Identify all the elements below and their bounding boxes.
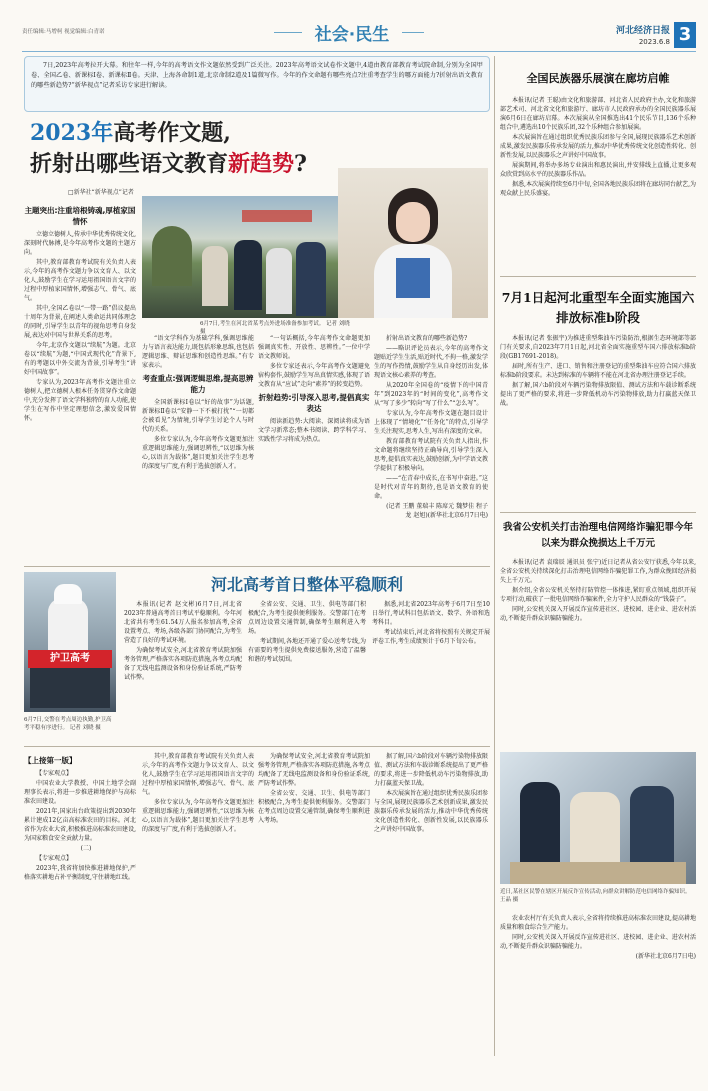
paragraph: 届时,所有生产、进口、销售和注册登记的重型柴油车应符合国六排放标准b阶段要求。未达到标准的车辆将不能在河北省办理注册登记手续。 bbox=[500, 363, 696, 379]
lead-col-4 bbox=[374, 334, 488, 560]
paragraph: 据了解,国六b阶段对车辆污染物排放限值、测试方法和车载诊断系统提出了更严格的要求,将进一步降低机动车污染物排放,助力打赢蓝天保卫战。 bbox=[500, 382, 696, 407]
paragraph: ——“在青春中成长,在书写中奋进。”这是时代对青年的期待,也是语文教育的使命。 bbox=[374, 475, 488, 500]
right-article-1-title: 全国民族器乐展演在廊坊启帷 bbox=[526, 72, 670, 85]
bottom-right-col bbox=[500, 914, 696, 1054]
paragraph: 折射出语文教育的哪些新趋势? bbox=[386, 335, 468, 342]
lead-photo-caption: 6月7日,考生在河北省某考点外进场准备参加考试。 记者 刘晓 摄 bbox=[200, 321, 350, 335]
paragraph: ——略识评论员表示,今年的高考作文题贴近学生生活,贴近时代,不拘一格,激发学生的写作热情,鼓励学生从自身经历出发,体现语文核心素养的考查。 bbox=[374, 345, 488, 379]
bottom-col-2 bbox=[248, 600, 366, 742]
issue-date: 2023.6.8 bbox=[638, 38, 670, 46]
bottom-photo-caption: 6月7日,交警在考点周边执勤,护卫高考平稳有序进行。 记者 刘晓 摄 bbox=[24, 717, 112, 731]
paragraph: 展演期间,将举办多场专业演出和惠民演出,并安排线上直播,让更多观众欣赏到高水平的民族器乐作品。 bbox=[500, 162, 696, 178]
paragraph: 今年,北京作文题以“续航”为题。北京卷以“续航”为题,“中国式现代化”背景下,有的考题以中外交流为背景,引导考生“讲好中国故事”。 bbox=[24, 342, 136, 376]
right-article-1-body bbox=[500, 96, 696, 272]
paragraph: 全国新课标Ⅰ卷以“好的故事”为话题,新课标Ⅱ卷以“安静一下不被打扰”“一切都会被看见”为情境,引导学生讨论个人与时代的关系。 bbox=[142, 399, 254, 433]
paragraph: 本报讯(记者 张振宇)为推进重型柴油车污染防治,根据生态环境部等部门有关要求,自2023年7月1日起,河北省全面实施重型车国六排放标准b阶段(GB17691-2018)。 bbox=[500, 335, 696, 360]
bottom-col-1 bbox=[124, 600, 242, 742]
bottom-photo-traffic-police bbox=[24, 572, 116, 712]
paragraph: 本报讯(记者 赵文彬)6月7日,河北省2023年普通高考首日考试平稳顺利。今年河北省共有考生61.54万人报名参加高考,全省设置考点、考场,各级各部门协同配合,为考生营造了良好的考试环境。 bbox=[124, 601, 242, 644]
page-number-badge: 3 bbox=[674, 22, 696, 48]
paragraph: 据介绍,全省公安机关坚持打防管控一体推进,紧盯重点领域,组织开展专项行动,破获了一批电信网络诈骗案件,全力守护人民群众的“钱袋子”。 bbox=[500, 587, 696, 603]
right-article-3-body bbox=[500, 558, 696, 748]
section-banner bbox=[274, 22, 424, 48]
right-article-2-title: 7月1日起河北重型车全面实施国六排放标准b阶段 bbox=[501, 290, 695, 325]
paragraph: 其中,教育部教育考试院有关负责人表示,今年的高考作文题力争以文育人、以文化人,鼓励学生在学习运用祖国语言文字的过程中厚植家国情怀,增强志气、骨气、底气。 bbox=[24, 259, 136, 302]
header-credits: 责任编辑:马增柯 视觉编辑:白青诺 bbox=[22, 29, 105, 35]
bottom-filler-col-2 bbox=[142, 752, 254, 1052]
paragraph: (新华社北京6月7日电) bbox=[635, 953, 696, 960]
right-photo-caption: 近日,某社区民警在辖区开展反诈宣传活动,向群众讲解防范电信网络诈骗知识。 王晶 摄 bbox=[500, 889, 691, 903]
bottom-filler-col-4 bbox=[374, 752, 488, 1052]
lead-col-3 bbox=[258, 334, 370, 560]
continued-label: 【上接第一版】 bbox=[24, 756, 77, 765]
paragraph: 【专家观点】 bbox=[36, 855, 73, 862]
paragraph: 据悉,河北省2023年高考于6月7日至10日举行,考试科目包括语文、数学、外语和选考科目。 bbox=[372, 601, 490, 626]
paragraph: 全省公安、交通、卫生、供电等部门积极配合,为考生提供便利服务。交警部门在考点周边设置交通管制,确保考生顺利进入考场。 bbox=[248, 601, 366, 635]
paragraph: 其中,教育部教育考试院有关负责人表示,今年的高考作文题力争以文育人、以文化人,鼓励学生在学习运用祖国语言文字的过程中厚植家国情怀,增强志气、骨气、底气。 bbox=[142, 753, 254, 796]
lead-intro: 7日,2023年高考拉开大幕。和往年一样,今年的高考语文作文题依然受到广泛关注。2023年高考语文试卷作文题中,4道由教育部教育考试院命制,分别为全国甲卷、全国乙卷、新课标Ⅰ卷、新课标Ⅱ卷。天津、上海各命制1道,北京命制2道及1篇微写作。今年的作文命题有哪些亮点?注重考查学生的哪方面能力?折射出语文教育的哪些新趋势?“新华视点”记者采访专家进行解读。 bbox=[31, 62, 483, 89]
paragraph: 【专家观点】 bbox=[36, 770, 73, 777]
bottom-left-continued bbox=[24, 752, 136, 1052]
paragraph: (二) bbox=[80, 845, 92, 852]
headline-qmark: ? bbox=[294, 151, 307, 177]
paragraph: (记者 王鹏 董瑞丰 陈席元 魏梦佳 程子龙 赵旭)(新华社北京6月7日电) bbox=[386, 503, 488, 519]
paragraph: 2021年,国家出台政策提出到2030年累计建成12亿亩高标准农田的目标。河北省作为农业大省,积极推进高标准农田建设,为国家粮食安全贡献力量。 bbox=[24, 808, 136, 842]
headline-line2: 折射出哪些语文教育 bbox=[30, 151, 229, 177]
paragraph: 考试期间,各地还开通了爱心送考专线,为有需要的考生提供免费接送服务,营造了温馨和谐的考试氛围。 bbox=[248, 638, 366, 663]
paragraph: 本次展演旨在通过组织优秀民族乐团参与全国,展现民族器乐艺术创新成果,激发民族器乐传承发展的活力,推动中华优秀传统文化创造性转化、创新性发展,以民族器乐之声讲好中国故事。 bbox=[500, 134, 696, 159]
paragraph: 为确保考试安全,河北省教育考试院加强考务管理,严格落实各项防范措施,各考点均配备了无线电监测设备和身份验证系统,严防考试作弊。 bbox=[124, 647, 242, 681]
lead-photo-student-portrait bbox=[338, 168, 488, 318]
bottom-col-3 bbox=[372, 600, 490, 742]
headline-highlight: 新趋势 bbox=[228, 151, 295, 177]
headline-year: 2023年 bbox=[30, 120, 114, 146]
paragraph: 同时,公安机关深入开展反诈宣传进社区、进校园、进企业、进农村活动,不断提升群众识骗防骗能力。 bbox=[500, 606, 696, 622]
paragraph: 其中,全国乙卷以“一带一路”倡议提出十周年为背景,在阐述人类命运共同体理念的同时,引导学生以青年的视角思考自身发展,表达对中国与世界关系的思考。 bbox=[24, 305, 136, 339]
lead-subhead-1: 主题突出:注重培根铸魂,厚植家国情怀 bbox=[24, 206, 136, 226]
paragraph: 多位专家认为,今年高考作文题更加注重逻辑思维能力,强调思辨性,“以思维为核心,以语言为载体”,题目更加关注学生思考的深度与广度,有利于选拔创新人才。 bbox=[142, 436, 254, 470]
photo-banner-label: 护卫高考 bbox=[28, 650, 112, 668]
paragraph: 农业农村厅有关负责人表示,全省将持续推进高标准农田建设,提高耕地质量和粮食综合生产能力。 bbox=[500, 915, 696, 931]
lead-intro-box bbox=[24, 56, 490, 112]
paragraph: 专家认为,今年高考作文题在题目设计上体现了“情境化”“任务化”的特点,引导学生关注现实,思考人生,写出有深度的文章。 bbox=[374, 410, 488, 435]
paragraph: 立德立德树人,传承中华优秀传统文化,深刻时代脉搏,是今年高考作文题的主题方向。 bbox=[24, 231, 136, 256]
paragraph: 全省公安、交通、卫生、供电等部门积极配合,为考生提供便利服务。交警部门在考点周边设置交通管制,确保考生顺利进入考场。 bbox=[258, 790, 370, 824]
lead-col-1 bbox=[24, 202, 136, 560]
right-article-3-title: 我省公安机关打击治理电信网络诈骗犯罪今年以来为群众挽损达上千万元 bbox=[502, 522, 693, 549]
paragraph: 据了解,国六b阶段对车辆污染物排放限值、测试方法和车载诊断系统提出了更严格的要求,将进一步降低机动车污染物排放,助力打赢蓝天保卫战。 bbox=[374, 753, 489, 787]
paragraph: 多位专家还表示,今年高考作文题避免宿构套作,鼓励学生写出真情实感,体现了语文教育从“应试”走向“素养”的转变趋势。 bbox=[258, 363, 370, 388]
paragraph: 从2020年全国卷的“疫情下的中国青年”到2023年的“时间的变化”,高考作文从“写了多少”转向“写了什么”“怎么写”。 bbox=[374, 382, 488, 407]
paper-name: 河北经济日报 bbox=[615, 26, 670, 36]
paragraph: 教育部教育考试院有关负责人指出,作文命题将继续坚持正确导向,引导学生深入思考,提倡真实表达,鼓励创新,为中学语文教学提供了积极导向。 bbox=[374, 438, 488, 472]
paragraph: 专家认为,2023年高考作文题注重立德树人,把立德树人根本任务贯穿作文命题中,充分发挥了语文学科独特的育人功能,使学生在写作中坚定理想信念,激发爱国情怀。 bbox=[24, 379, 136, 422]
paragraph: 多位专家认为,今年高考作文题更加注重逻辑思维能力,强调思辨性,“以思维为核心,以语言为载体”,题目更加关注学生思考的深度与广度,有利于选拔创新人才。 bbox=[142, 799, 254, 833]
lead-subhead-3: 折射趋势:引导深入思考,提倡真实表达 bbox=[258, 393, 370, 413]
paragraph: “一句话概括,今年高考作文命题更加强调真实性、开放性、思辨性。”一位中学语文教师说。 bbox=[258, 335, 370, 360]
lead-photo-students bbox=[142, 196, 338, 318]
paragraph: 为确保考试安全,河北省教育考试院加强考务管理,严格落实各项防范措施,各考点均配备了无线电监测设备和身份验证系统,严防考试作弊。 bbox=[258, 753, 370, 787]
lead-byline: □新华社“新华视点”记者 bbox=[68, 189, 134, 196]
lead-subhead-2: 考查重点:强调逻辑思维,提高思辨能力 bbox=[142, 374, 254, 394]
paragraph: 同时,公安机关深入开展反诈宣传进社区、进校园、进企业、进农村活动,不断提升群众识骗防骗能力。 bbox=[500, 934, 696, 950]
paragraph: 阅读新趋势:大阅读、深阅读将成为语文学习新常态;整本书阅读、跨学科学习、实践性学习将成为热点。 bbox=[258, 418, 370, 443]
paragraph: 本报讯(记者 王聪)由文化和旅游部、河北省人民政府主办,文化和旅游部艺术司、河北省文化和旅游厅、廊坊市人民政府承办的全国民族器乐展演6月6日在廊坊启幕。本次展演从全国推选出41个民乐节目,136个乐种组合中,遴选出10个民族乐团,32个乐种组合参加展演。 bbox=[500, 97, 696, 131]
section-title: 社会·民生 bbox=[302, 23, 402, 47]
paragraph: 据悉,本次展演持续至6月中旬,全国各地民族乐团将在廊坊同台献艺,为观众献上民乐盛宴。 bbox=[500, 181, 696, 197]
paragraph: 本次展演旨在通过组织优秀民族乐团参与全国,展现民族器乐艺术创新成果,激发民族器乐传承发展的活力,推动中华优秀传统文化创造性转化、创新性发展,以民族器乐之声讲好中国故事。 bbox=[374, 790, 489, 833]
right-photo-police bbox=[500, 752, 696, 884]
paragraph: “语文学科作为基础学科,强调思维能力与语言表达能力,既包括形象思维,也包括逻辑思维、辩证思维和创造性思维。”有专家表示。 bbox=[142, 335, 254, 369]
headline-line1: 高考作文题, bbox=[113, 120, 231, 146]
paragraph: 本报讯(记者 袁瑞辰 通讯员 张宁)近日记者从省公安厅获悉,今年以来,全省公安机关持续深化打击治理电信网络诈骗犯罪工作,为群众挽回经济损失上千万元。 bbox=[500, 559, 696, 584]
lead-col-2 bbox=[142, 334, 254, 560]
right-article-2-body bbox=[500, 334, 696, 510]
paragraph: 中国农业大学教授、中国土地学会副理事长表示,将进一步推进耕地保护与高标准农田建设。 bbox=[24, 780, 136, 805]
bottom-article-title: 河北高考首日整体平稳顺利 bbox=[210, 575, 403, 594]
paragraph: 考试结束后,河北省将按照有关规定开展评卷工作,考生成绩预计于6月下旬公布。 bbox=[372, 629, 490, 645]
paragraph: 2023年,我省将加快推进耕地保护,严格落实耕地占补平衡制度,守住耕地红线。 bbox=[24, 865, 136, 881]
bottom-filler-col-3 bbox=[258, 752, 370, 1052]
